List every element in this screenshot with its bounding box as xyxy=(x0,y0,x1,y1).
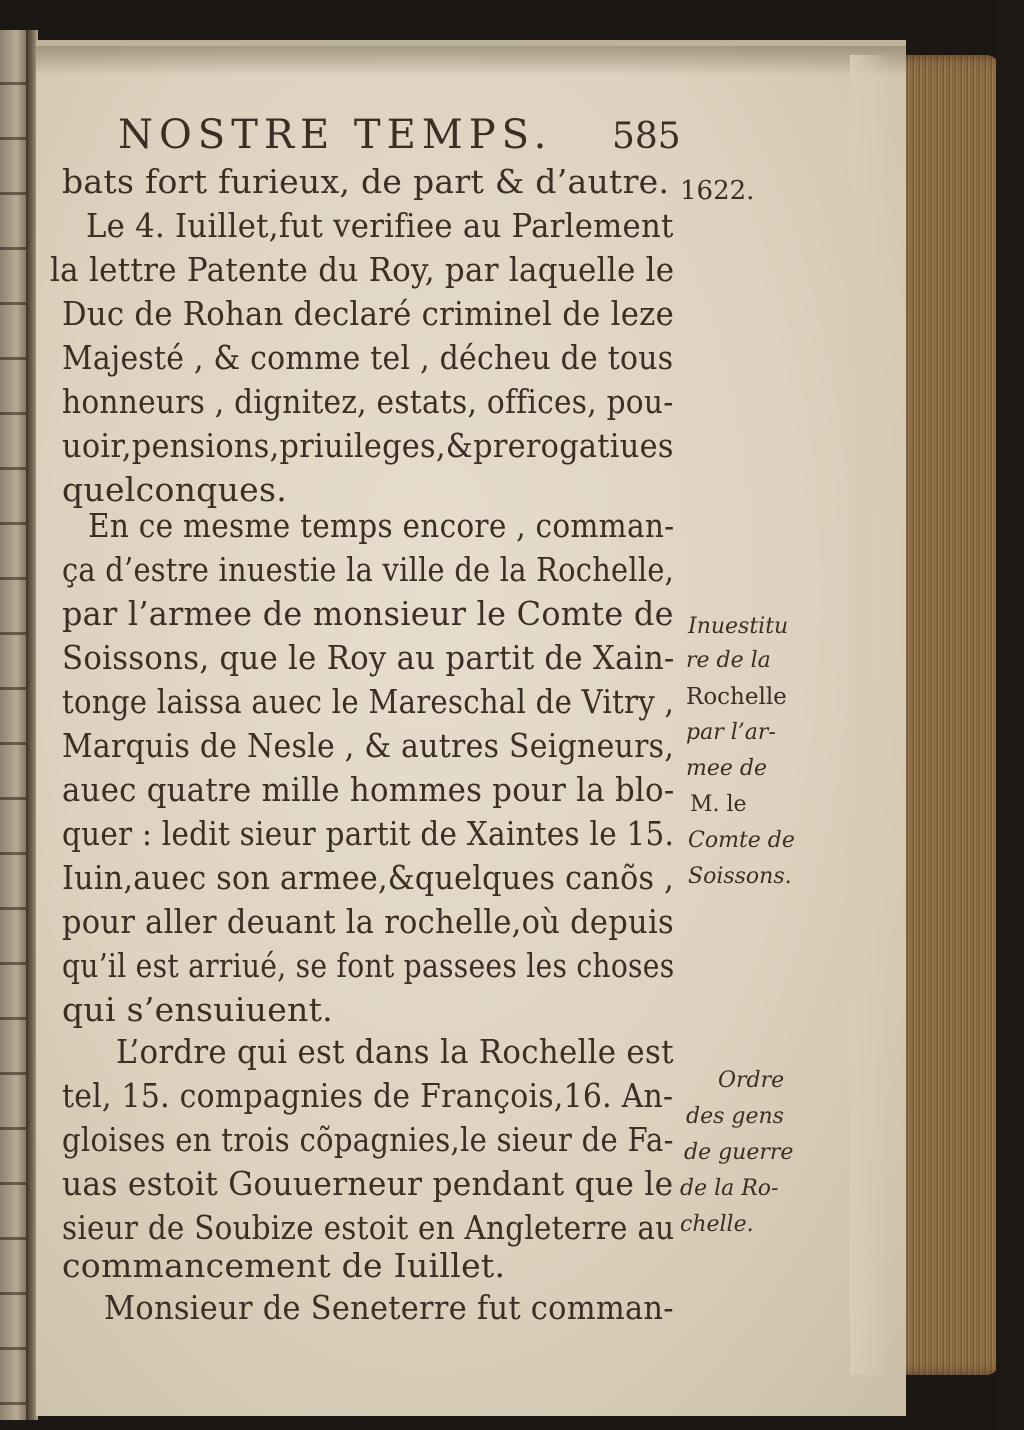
body-line: En ce mesme temps encore , comman- xyxy=(88,506,675,545)
year-note: 1622. xyxy=(680,176,755,206)
body-line: Majesté , & comme tel , décheu de tous xyxy=(62,338,674,377)
margin-note-line: par l’ar- xyxy=(686,720,776,745)
margin-note-line: M. le xyxy=(690,792,747,817)
body-line: tel, 15. compagnies de François,16. An- xyxy=(62,1076,674,1115)
margin-note-line: Rochelle xyxy=(686,684,787,710)
margin-note-line: Ordre xyxy=(718,1068,785,1093)
body-line: sieur de Soubize estoit en Angleterre au xyxy=(62,1208,675,1247)
margin-note-line: re de la xyxy=(686,648,771,673)
margin-note-line: Comte de xyxy=(688,828,795,853)
body-line: qui s’ensuiuent. xyxy=(62,990,333,1029)
body-line: qu’il est arriué, se font passees les choses xyxy=(62,946,675,985)
body-line: Le 4. Iuillet,fut verifiee au Parlement xyxy=(86,206,674,245)
margin-note-line: des gens xyxy=(686,1104,784,1129)
background-edge xyxy=(996,0,1024,1430)
margin-note-line: de la Ro- xyxy=(680,1176,779,1201)
body-line: ça d’estre inuestie la ville de la Rochelle, xyxy=(62,550,675,589)
body-line: commancement de Iuillet. xyxy=(62,1246,506,1285)
body-line: uoir,pensions,priuileges,&prerogatiues xyxy=(62,426,674,465)
body-line: Marquis de Nesle , & autres Seigneurs, xyxy=(62,726,675,765)
body-line: uas estoit Gouuerneur pendant que le xyxy=(62,1164,674,1203)
margin-note-line: mee de xyxy=(686,756,767,781)
body-line: gloises en trois cõpagnies,le sieur de Fa- xyxy=(62,1120,674,1159)
body-line: Monsieur de Seneterre fut comman- xyxy=(104,1288,674,1327)
body-line: Iuin,auec son armee,&quelques canõs , xyxy=(62,858,674,897)
body-line: honneurs , dignitez, estats, offices, pou- xyxy=(62,382,674,421)
body-line: la lettre Patente du Roy, par laquelle le xyxy=(50,250,675,289)
body-line: L’ordre qui est dans la Rochelle est xyxy=(116,1032,674,1071)
margin-note-line: Inuestitu xyxy=(688,614,789,639)
body-line: pour aller deuant la rochelle,où depuis xyxy=(62,902,674,941)
body-line: par l’armee de monsieur le Comte de xyxy=(62,594,674,633)
body-line: quer : ledit sieur partit de Xaintes le 15. xyxy=(62,814,675,853)
page-number: 585 xyxy=(612,116,681,157)
running-head: NOSTRE TEMPS. xyxy=(118,112,553,158)
body-line: auec quatre mille hommes pour la blo- xyxy=(62,770,675,809)
margin-note-line: chelle. xyxy=(680,1212,754,1237)
body-line: bats fort furieux, de part & d’autre. xyxy=(62,162,670,201)
body-line: quelconques. xyxy=(62,470,287,509)
body-line: tonge laissa auec le Mareschal de Vitry , xyxy=(62,682,675,721)
body-line: Soissons, que le Roy au partit de Xain- xyxy=(62,638,675,677)
margin-note-line: de guerre xyxy=(684,1140,794,1165)
body-line: Duc de Rohan declaré criminel de leze xyxy=(62,294,675,333)
margin-note-line: Soissons. xyxy=(688,864,792,889)
